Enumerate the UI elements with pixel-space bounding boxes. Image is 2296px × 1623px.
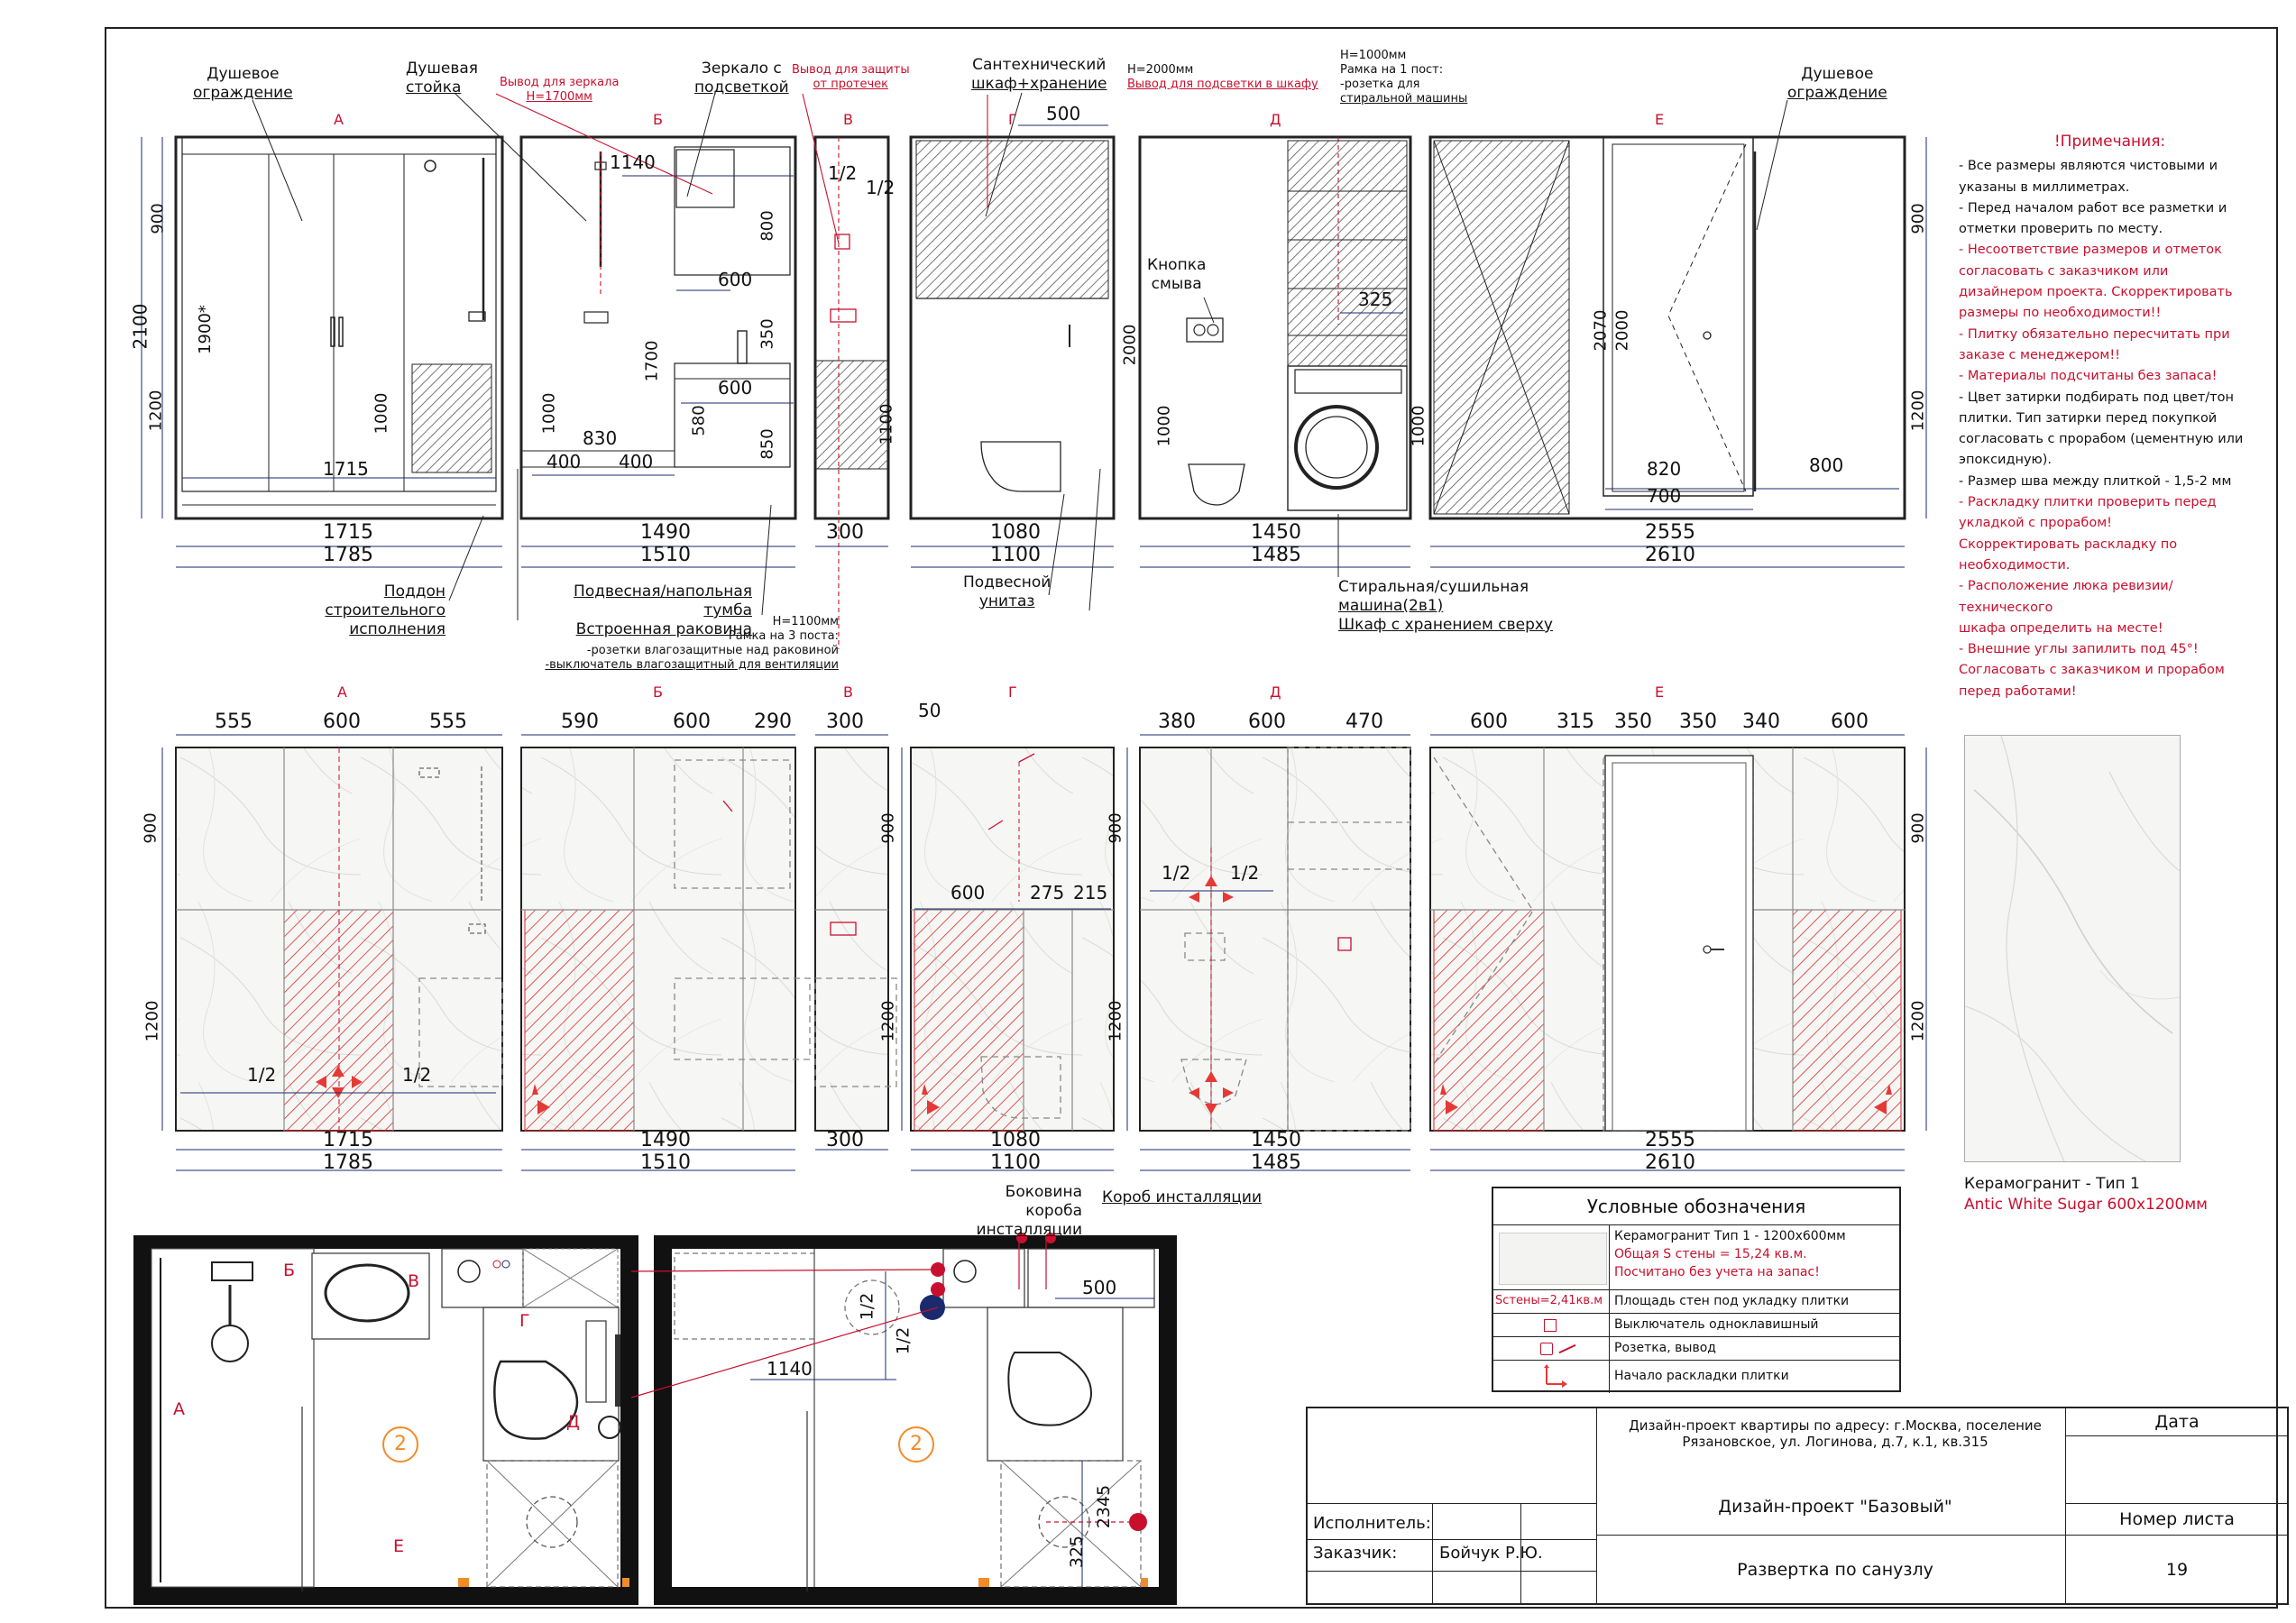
note-line: необходимости.: [1959, 557, 2071, 573]
tile-dim-b-out: 1510: [640, 1151, 691, 1174]
tile-dim-g-275: 275: [1030, 882, 1065, 903]
tile-dim-v-in: 300: [826, 1129, 864, 1151]
tile-dim-h900-a: 900: [141, 812, 161, 844]
legend-tile-note: Посчитано без учета на запас!: [1614, 1265, 1820, 1279]
tile-dim-v-1: 300: [826, 711, 864, 733]
tile-v: [815, 747, 888, 1131]
tile-dim-h1200-a: 1200: [142, 1000, 162, 1042]
plan-right-dim-325: 325: [1067, 1535, 1088, 1569]
tile-dim-e-out: 2610: [1645, 1151, 1695, 1174]
note-line: согласовать с заказчиком или: [1959, 263, 2169, 279]
note-line: плитки. Тип затирки перед покупкой: [1959, 410, 2218, 426]
note-line: - Раскладку плитки проверить перед: [1959, 495, 2217, 510]
elev-label-a: А: [334, 111, 344, 128]
tb-date-label: Дата: [2154, 1412, 2200, 1432]
tb-project: Дизайн-проект "Базовый": [1718, 1497, 1952, 1517]
tile-dim-a-half1: 1/2: [247, 1064, 277, 1086]
dim-b-800: 800: [758, 210, 777, 242]
plan-left-label-d: Д: [566, 1412, 580, 1432]
dim-b-1000: 1000: [539, 392, 559, 435]
tile-dim-d-in: 1450: [1251, 1129, 1301, 1151]
tile-dim-h900-v: 900: [878, 812, 898, 844]
legend-tile-area: Общая S стены = 15,24 кв.м.: [1614, 1247, 1807, 1261]
dim-d-325: 325: [1358, 289, 1393, 310]
legend-row-tile: [1493, 1224, 1899, 1289]
note-line: - Перед началом работ все разметки и: [1959, 200, 2227, 215]
tile-dim-d-2: 600: [1248, 711, 1286, 733]
tb-sheet-no-label: Номер листа: [2119, 1509, 2235, 1529]
dim-b-830: 830: [583, 427, 618, 449]
dim-e-2070: 2070: [1591, 309, 1611, 352]
tile-dim-d-1: 380: [1158, 711, 1196, 733]
tile-dim-a-2: 600: [323, 711, 361, 733]
callout-plumbing-cabinet: Сантехнический шкаф+хранение: [971, 56, 1107, 93]
dim-a-outer: 1785: [323, 544, 373, 566]
legend-tile-name: Керамогранит Тип 1 - 1200х600мм: [1614, 1229, 1846, 1243]
dim-a-1000: 1000: [372, 392, 391, 435]
callout-h1100: Н=1100мм Рамка на 3 поста: -розетки влагозащитные над раковиной -выключатель влагозащитный для вентиляции: [545, 615, 839, 672]
callout-shower-rack: Душевая стойка: [406, 60, 479, 96]
dim-v-half2: 1/2: [866, 177, 895, 198]
dim-b-400b: 400: [619, 451, 654, 472]
tile-dim-a-half2: 1/2: [402, 1064, 432, 1086]
tile-label-e: Е: [1655, 683, 1665, 701]
material-name: Antic White Sugar 600х1200мм: [1964, 1196, 2208, 1214]
plan-left-label-e: Е: [393, 1536, 405, 1556]
tile-dim-g-600: 600: [951, 882, 986, 903]
dim-v-half1: 1/2: [828, 162, 858, 184]
note-line: Скорректировать раскладку по: [1959, 536, 2178, 552]
legend-outlet-arrow-icon: [1559, 1344, 1576, 1353]
tile-dim-h900-g: 900: [1106, 812, 1125, 844]
tile-dim-h900-e: 900: [1908, 812, 1928, 844]
tile-dim-e-2: 315: [1557, 711, 1594, 733]
tb-sheet-title: Развертка по санузлу: [1737, 1560, 1933, 1580]
tile-elevations: [176, 747, 1905, 1131]
plan-right-dim-500: 500: [1082, 1277, 1117, 1298]
plan-right-dim-2345: 2345: [1094, 1484, 1115, 1529]
plan-right-half2: 1/2: [893, 1326, 914, 1355]
legend-socket: Розетка, вывод: [1614, 1341, 1716, 1355]
note-line: - Все размеры являются чистовыми и: [1959, 159, 2218, 174]
dim-e-1200: 1200: [1908, 390, 1928, 432]
legend-row-start: [1493, 1360, 1899, 1392]
legend-row-socket: [1493, 1336, 1899, 1360]
legend-s-label: Sстены=2,41кв.м: [1495, 1294, 1603, 1307]
note-line: указаны в миллиметрах.: [1959, 179, 2130, 195]
legend-socket-icon: [1540, 1343, 1553, 1355]
tile-dim-g-top: 50: [918, 700, 941, 721]
notes-title: !Примечания:: [2053, 133, 2166, 151]
callout-wall-wc: Подвесной унитаз: [963, 573, 1052, 610]
tile-dim-e-6: 600: [1831, 711, 1869, 733]
note-line: - Внешние углы запилить под 45°!: [1959, 642, 2199, 657]
note-line: - Размер шва между плиткой - 1,5-2 мм: [1959, 473, 2232, 489]
elev-label-v: В: [843, 111, 853, 128]
dim-b-1140: 1140: [610, 151, 656, 173]
legend-switch-icon: [1544, 1319, 1557, 1332]
note-line: - Цвет затирки подбирать под цвет/тон: [1959, 390, 2234, 405]
plan-left-label-v: В: [408, 1271, 420, 1291]
dim-a-bottom: 1715: [323, 458, 369, 480]
dim-d-2000: 2000: [1120, 324, 1140, 366]
tile-dim-e-3: 350: [1614, 711, 1652, 733]
legend-row-s: [1493, 1289, 1899, 1313]
note-line: - Плитку обязательно пересчитать при: [1959, 326, 2230, 342]
plan-right-dim-1140: 1140: [767, 1358, 813, 1380]
callout-h2000: Н=2000мм Вывод для подсветки в шкафу: [1127, 63, 1318, 91]
tile-dim-e-5: 340: [1742, 711, 1780, 733]
tb-customer-label: Заказчик:: [1313, 1544, 1398, 1563]
dim-e-2000: 2000: [1612, 309, 1632, 352]
note-line: отметки проверить по месту.: [1959, 222, 2163, 237]
tile-dim-b-3: 290: [754, 711, 792, 733]
callout-box-side: Боковина короба инсталляции: [976, 1183, 1082, 1239]
tb-sheet-no: 19: [2165, 1560, 2189, 1580]
dim-b-600: 600: [718, 269, 753, 290]
callout-box: Короб инсталляции: [1102, 1188, 1263, 1206]
tile-dim-d-3: 470: [1345, 711, 1383, 733]
dim-d-inner: 1450: [1251, 521, 1301, 544]
dim-d-1000: 1000: [1154, 405, 1174, 447]
material-swatch: [1964, 735, 2181, 1162]
dim-b-580: 580: [689, 405, 709, 436]
dim-b-1700: 1700: [642, 340, 662, 382]
legend-start: Начало раскладки плитки: [1614, 1369, 1789, 1383]
callout-mirror-outlet: Вывод для зеркала Н=1700мм: [500, 76, 620, 104]
dim-b-inner: 1490: [640, 521, 691, 544]
dim-v-inner: 300: [826, 521, 864, 544]
tile-label-d: Д: [1270, 683, 1281, 701]
dim-a-h-top: 900: [148, 203, 168, 234]
plan-left-label-a: А: [173, 1399, 185, 1419]
dim-d-1000b: 1000: [1409, 405, 1428, 447]
callout-tray: Поддон строительного исполнения: [325, 582, 445, 638]
plan-right-room-number: 2: [898, 1426, 934, 1463]
note-line: - Расположение люка ревизии/технического: [1959, 579, 2173, 615]
callout-flush-button: Кнопка смыва: [1147, 256, 1207, 293]
elev-label-d: Д: [1270, 111, 1281, 128]
tile-label-b: Б: [653, 683, 663, 701]
dim-e-900: 900: [1908, 203, 1928, 234]
tile-dim-e-in: 2555: [1645, 1129, 1695, 1151]
tb-address: Дизайн-проект квартиры по адресу: г.Москва, поселение Рязановское, ул. Логинова, д.7, к.1, кв.315: [1629, 1417, 2042, 1450]
dim-b-350: 350: [758, 318, 777, 350]
dim-a-h-total: 2100: [129, 303, 152, 350]
plan-left-label-g: Г: [519, 1311, 530, 1331]
tb-customer: Бойчук Р.Ю.: [1439, 1544, 1543, 1563]
plan-left-label-b: Б: [283, 1261, 296, 1280]
dim-e-700: 700: [1647, 485, 1682, 507]
tile-dim-g-out: 1100: [990, 1151, 1041, 1174]
tile-dim-a-1: 555: [215, 711, 253, 733]
tile-dim-b-1: 590: [561, 711, 599, 733]
legend-row-switch: [1493, 1313, 1899, 1336]
start-arrow-icon: [1540, 1364, 1567, 1389]
tile-dim-g-in: 1080: [990, 1129, 1041, 1151]
tile-dim-b-in: 1490: [640, 1129, 691, 1151]
dim-e-inner: 2555: [1645, 521, 1695, 544]
dim-g-outer: 1100: [990, 544, 1041, 566]
dim-a-h-bot: 1200: [146, 390, 166, 432]
tile-dim-h1200-e: 1200: [1908, 1000, 1928, 1042]
elev-label-e: Е: [1655, 111, 1665, 128]
dim-b-outer: 1510: [640, 544, 691, 566]
dim-b-600b: 600: [718, 377, 753, 399]
callout-shower-enclosure-right: Душевое ограждение: [1787, 65, 1887, 102]
material-label: Керамогранит - Тип 1: [1964, 1175, 2140, 1193]
note-line: - Несоответствие размеров и отметок: [1959, 243, 2222, 258]
elevation-g: [911, 137, 1114, 518]
note-line: дизайнером проекта. Скорректировать: [1959, 285, 2233, 300]
note-line: укладкой с прорабом!: [1959, 516, 2112, 531]
callout-leak-outlet: Вывод для защиты от протечек: [792, 63, 910, 91]
dim-a-inner: 1715: [323, 521, 373, 544]
tile-label-v: В: [843, 683, 853, 701]
plan-left: [133, 1235, 638, 1605]
tile-dim-g-215: 215: [1073, 882, 1108, 903]
dim-b-850: 850: [758, 428, 777, 460]
tile-dim-h1200-v: 1200: [878, 1000, 898, 1042]
tile-dim-d-out: 1485: [1251, 1151, 1301, 1174]
callout-mirror-backlight: Зеркало с подсветкой: [694, 60, 789, 96]
notes-panel: [1959, 132, 2261, 702]
elevation-d: [1140, 137, 1410, 518]
tile-label-g: Г: [1008, 683, 1017, 701]
note-line: заказе с менеджером!!: [1959, 347, 2120, 362]
tile-dim-b-2: 600: [673, 711, 711, 733]
notes-list: [1959, 156, 2261, 702]
dim-b-400a: 400: [546, 451, 582, 472]
dim-a-door: 1900*: [195, 305, 215, 354]
note-line: шкафа определить на месте!: [1959, 620, 2163, 636]
tile-d: [1140, 747, 1410, 1131]
plan-left-room-number: 2: [382, 1426, 418, 1463]
note-line: согласовать с прорабом (цементную или: [1959, 432, 2244, 447]
dim-g-inner: 1080: [990, 521, 1041, 544]
tile-dim-h1200-g: 1200: [1106, 1000, 1125, 1042]
legend-title: Условные обозначения: [1586, 1196, 1806, 1217]
title-block: [1306, 1407, 2289, 1605]
legend-tile-swatch: [1499, 1233, 1607, 1285]
dim-e-800: 800: [1809, 454, 1844, 476]
tile-dim-d-half2: 1/2: [1230, 862, 1260, 884]
dim-e-outer: 2610: [1645, 544, 1695, 566]
callout-h1000: Н=1000мм Рамка на 1 пост: -розетка для стиральной машины: [1340, 49, 1468, 105]
legend-s-desc: Площадь стен под укладку плитки: [1614, 1294, 1850, 1308]
legend-switch: Выключатель одноклавишный: [1614, 1317, 1819, 1332]
elev-label-g: Г: [1008, 111, 1017, 128]
note-line: размеры по необходимости!!: [1959, 306, 2162, 321]
callout-washer: Стиральная/сушильная машина(2в1) Шкаф с хранением сверху: [1338, 578, 1553, 634]
dim-d-outer: 1485: [1251, 544, 1301, 566]
note-line: Согласовать с заказчиком и прорабом: [1959, 663, 2225, 678]
tb-performer-label: Исполнитель:: [1313, 1514, 1431, 1533]
tile-dim-a-3: 555: [429, 711, 467, 733]
tile-dim-e-4: 350: [1679, 711, 1717, 733]
dim-v-1100: 1100: [877, 403, 896, 445]
callout-shower-enclosure-left: Душевое ограждение: [193, 65, 293, 102]
legend-table: [1492, 1187, 1901, 1392]
tile-label-a: А: [337, 683, 347, 701]
note-line: эпоксидную).: [1959, 453, 2053, 468]
dim-e-820: 820: [1647, 458, 1682, 480]
tile-dim-a-out: 1785: [323, 1151, 373, 1174]
callout-vanity: Подвесная/напольная тумба Встроенная раковина: [574, 582, 752, 638]
note-line: перед работами!: [1959, 683, 2077, 699]
tile-dim-a-in: 1715: [323, 1129, 373, 1151]
dim-g-500: 500: [1046, 103, 1081, 124]
tile-dim-d-half1: 1/2: [1162, 862, 1191, 884]
tile-dim-e-1: 600: [1470, 711, 1508, 733]
note-line: - Материалы подсчитаны без запаса!: [1959, 369, 2218, 384]
plan-right-half1: 1/2: [857, 1292, 877, 1321]
elev-label-b: Б: [653, 111, 663, 128]
